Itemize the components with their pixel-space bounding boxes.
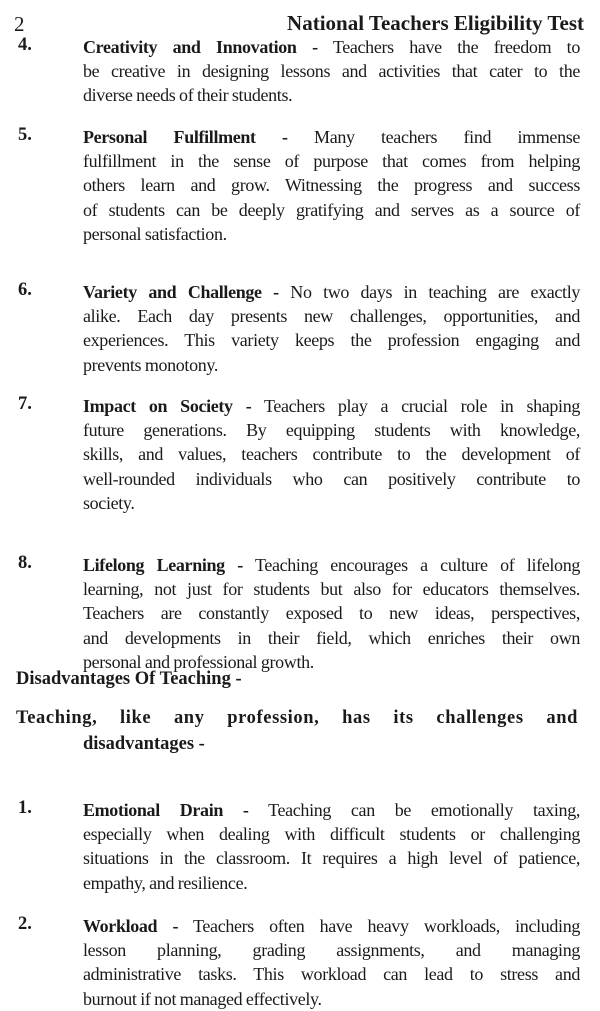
item-body xyxy=(83,394,580,515)
item-line xyxy=(83,125,580,149)
item-number: 6. xyxy=(18,280,32,300)
item-line xyxy=(83,394,580,418)
item-line: personal and professional growth. xyxy=(83,651,314,672)
item-text: Teachers play a crucial role in shaping xyxy=(251,396,580,416)
page-number: 2 xyxy=(14,12,25,36)
item-line xyxy=(83,798,580,822)
item-line xyxy=(83,553,580,577)
item-number: 2. xyxy=(18,914,32,934)
item-text: No two days in teaching are exactly xyxy=(278,282,580,302)
item-title: Variety and Challenge - xyxy=(83,282,279,302)
item-number: 8. xyxy=(18,553,32,573)
item-line: and developments in their field, which enriches their own xyxy=(83,627,580,648)
item-line: situations in the classroom. It requires a high level of patience, xyxy=(83,848,580,869)
item-line: fulfillment in the sense of purpose that comes from helping xyxy=(83,151,580,172)
item-number: 7. xyxy=(18,394,32,414)
section-intro xyxy=(16,705,578,757)
item-line: skills, and values, teachers contribute to the development of xyxy=(83,444,580,465)
item-line: future generations. By equipping students with knowledge, xyxy=(83,420,580,441)
item-line: personal satisfaction. xyxy=(83,223,227,244)
item-line: of students can be deeply gratifying and serves as a source of xyxy=(83,199,580,220)
item-line: alike. Each day presents new challenges, opportunities, and xyxy=(83,306,580,327)
item-text: Teachers have the freedom to xyxy=(317,37,580,57)
item-line: lesson planning, grading assignments, and managing xyxy=(83,940,580,961)
item-line xyxy=(83,914,580,938)
item-line: empathy, and resilience. xyxy=(83,872,248,893)
item-text: Teaching can be emotionally taxing, xyxy=(248,800,580,820)
item-line: administrative tasks. This workload can lead to stress and xyxy=(83,964,580,985)
item-line: others learn and grow. Witnessing the progress and success xyxy=(83,175,580,196)
item-line: especially when dealing with difficult students or challenging xyxy=(83,824,580,845)
intro-line: disadvantages - xyxy=(83,734,205,754)
item-line: well-rounded individuals who can positively contribute to xyxy=(83,468,580,489)
item-line xyxy=(83,280,580,304)
item-line: diverse needs of their students. xyxy=(83,85,293,106)
item-body xyxy=(83,553,580,674)
section-heading: Disadvantages Of Teaching - xyxy=(16,669,242,689)
item-text: Teachers often have heavy workloads, including xyxy=(178,916,580,936)
item-line: be creative in designing lessons and activities that cater to the xyxy=(83,61,580,82)
item-body xyxy=(83,914,580,1011)
item-number: 5. xyxy=(18,125,32,145)
item-body xyxy=(83,798,580,895)
intro-line: Teaching, like any profession, has its challenges and xyxy=(16,708,578,728)
item-title: Lifelong Learning - xyxy=(83,555,243,575)
item-line: burnout if not managed effectively. xyxy=(83,988,322,1009)
item-line xyxy=(83,35,580,59)
item-line: experiences. This variety keeps the profession engaging and xyxy=(83,330,580,351)
item-number: 1. xyxy=(18,798,32,818)
item-title: Creativity and Innovation - xyxy=(83,37,318,57)
item-text: Many teachers find immense xyxy=(287,127,581,147)
item-line: society. xyxy=(83,492,135,513)
item-text: Teaching encourages a culture of lifelong xyxy=(242,555,580,575)
item-number: 4. xyxy=(18,35,32,55)
item-body xyxy=(83,125,580,246)
item-title: Impact on Society - xyxy=(83,396,252,416)
running-header-title: National Teachers Eligibility Test xyxy=(287,11,584,35)
item-title: Personal Fulfillment - xyxy=(83,127,288,147)
item-body xyxy=(83,280,580,377)
item-line: learning, not just for students but also for educators themselves. xyxy=(83,579,580,600)
item-line: prevents monotony. xyxy=(83,354,219,375)
item-body xyxy=(83,35,580,108)
item-title: Workload - xyxy=(83,916,179,936)
item-title: Emotional Drain - xyxy=(83,800,249,820)
item-line: Teachers are constantly exposed to new ideas, perspectives, xyxy=(83,603,580,624)
